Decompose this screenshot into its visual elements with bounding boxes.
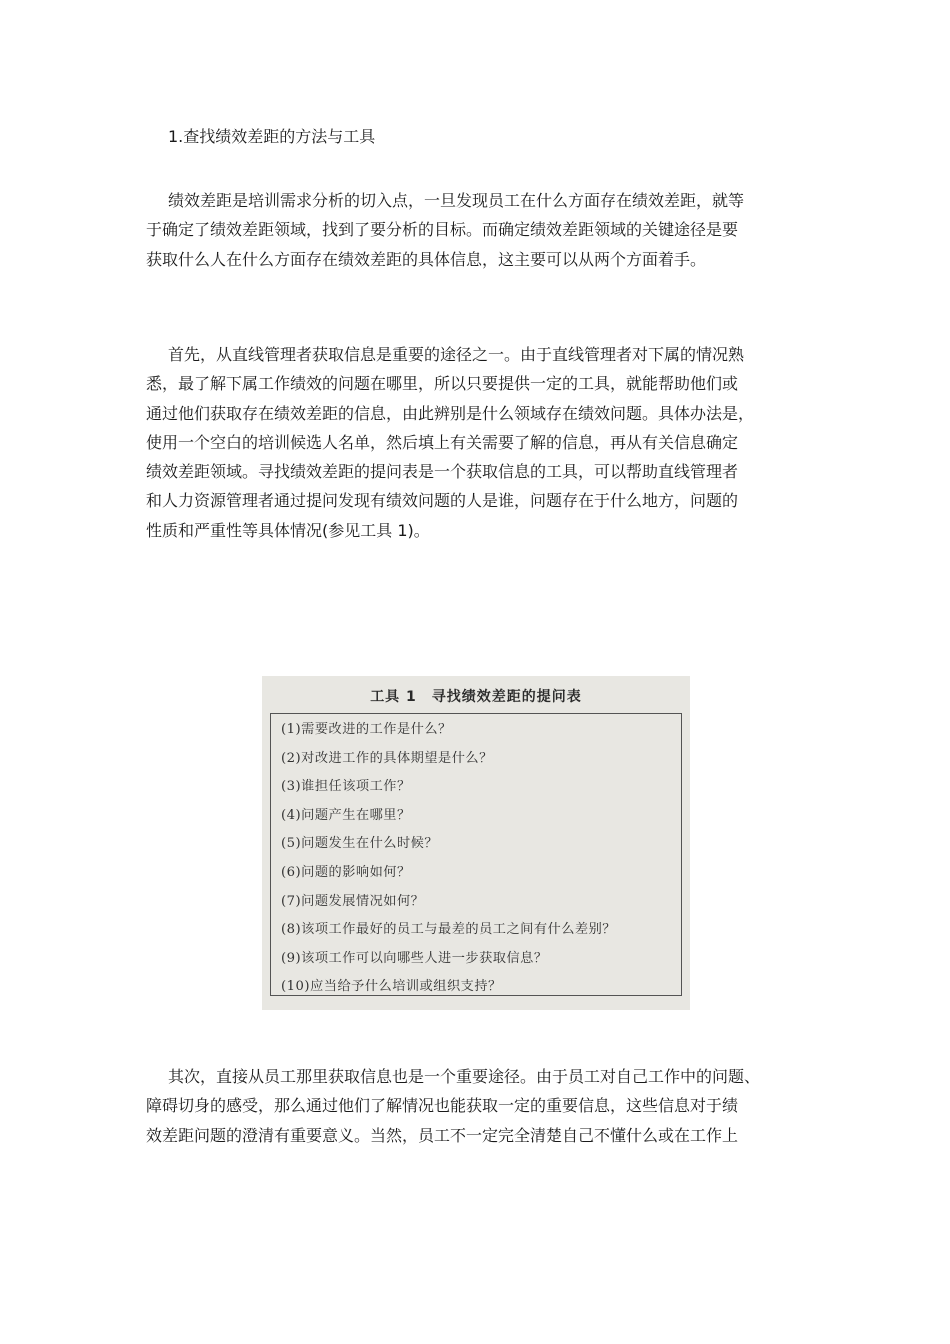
paragraph-line: 获取什么人在什么方面存在绩效差距的具体信息，这主要可以从两个方面着手。 [146, 249, 707, 269]
paragraph-line: 绩效差距领域。寻找绩效差距的提问表是一个获取信息的工具，可以帮助直线管理者 [146, 462, 739, 482]
tool-question: (10)应当给予什么培训或组织支持？ [281, 979, 502, 994]
paragraph-1 [146, 190, 806, 278]
tool-1-scanned-figure [262, 676, 690, 1010]
paragraph-line: 其次，直接从员工那里获取信息也是一个重要途径。由于员工对自己工作中的问题、 [168, 1067, 761, 1086]
tool-title: 工具 1 寻找绩效差距的提问表 [370, 689, 582, 705]
tool-question-box [270, 713, 682, 996]
paragraph-line: 于确定了绩效差距领域，找到了要分析的目标。而确定绩效差距领域的关键途径是要 [146, 220, 739, 240]
tool-question: (1)需要改进的工作是什么？ [281, 722, 452, 737]
tool-question: (7)问题发展情况如何？ [281, 894, 425, 909]
paragraph-3 [146, 1066, 806, 1154]
paragraph-2 [146, 344, 806, 549]
paragraph-line: 绩效差距是培训需求分析的切入点，一旦发现员工在什么方面存在绩效差距，就等 [168, 191, 745, 210]
tool-question: (9)该项工作可以向哪些人进一步获取信息？ [281, 951, 548, 966]
paragraph-line: 和人力资源管理者通过提问发现有绩效问题的人是谁，问题存在于什么地方，问题的 [146, 491, 739, 511]
section-heading: 1.查找绩效差距的方法与工具 [168, 127, 376, 146]
tool-question: (3)谁担任该项工作？ [281, 779, 411, 794]
tool-question: (6)问题的影响如何？ [281, 865, 411, 880]
paragraph-line: 障碍切身的感受，那么通过他们了解情况也能获取一定的重要信息，这些信息对于绩 [146, 1096, 739, 1116]
tool-question: (8)该项工作最好的员工与最差的员工之间有什么差别？ [281, 922, 616, 937]
paragraph-line: 效差距问题的澄清有重要意义。当然，员工不一定完全清楚自己不懂什么或在工作上 [146, 1125, 739, 1145]
tool-question: (2)对改进工作的具体期望是什么？ [281, 751, 493, 766]
paragraph-line: 首先，从直线管理者获取信息是重要的途径之一。由于直线管理者对下属的情况熟 [168, 345, 745, 364]
paragraph-line: 使用一个空白的培训候选人名单，然后填上有关需要了解的信息，再从有关信息确定 [146, 432, 739, 452]
tool-question: (4)问题产生在哪里？ [281, 808, 411, 823]
paragraph-line: 通过他们获取存在绩效差距的信息，由此辨别是什么领域存在绩效问题。具体办法是， [146, 403, 755, 423]
paragraph-line: 悉，最了解下属工作绩效的问题在哪里，所以只要提供一定的工具，就能帮助他们或 [146, 374, 739, 394]
tool-question: (5)问题发生在什么时候？ [281, 836, 439, 851]
paragraph-line: 性质和严重性等具体情况(参见工具 1)。 [146, 520, 430, 540]
